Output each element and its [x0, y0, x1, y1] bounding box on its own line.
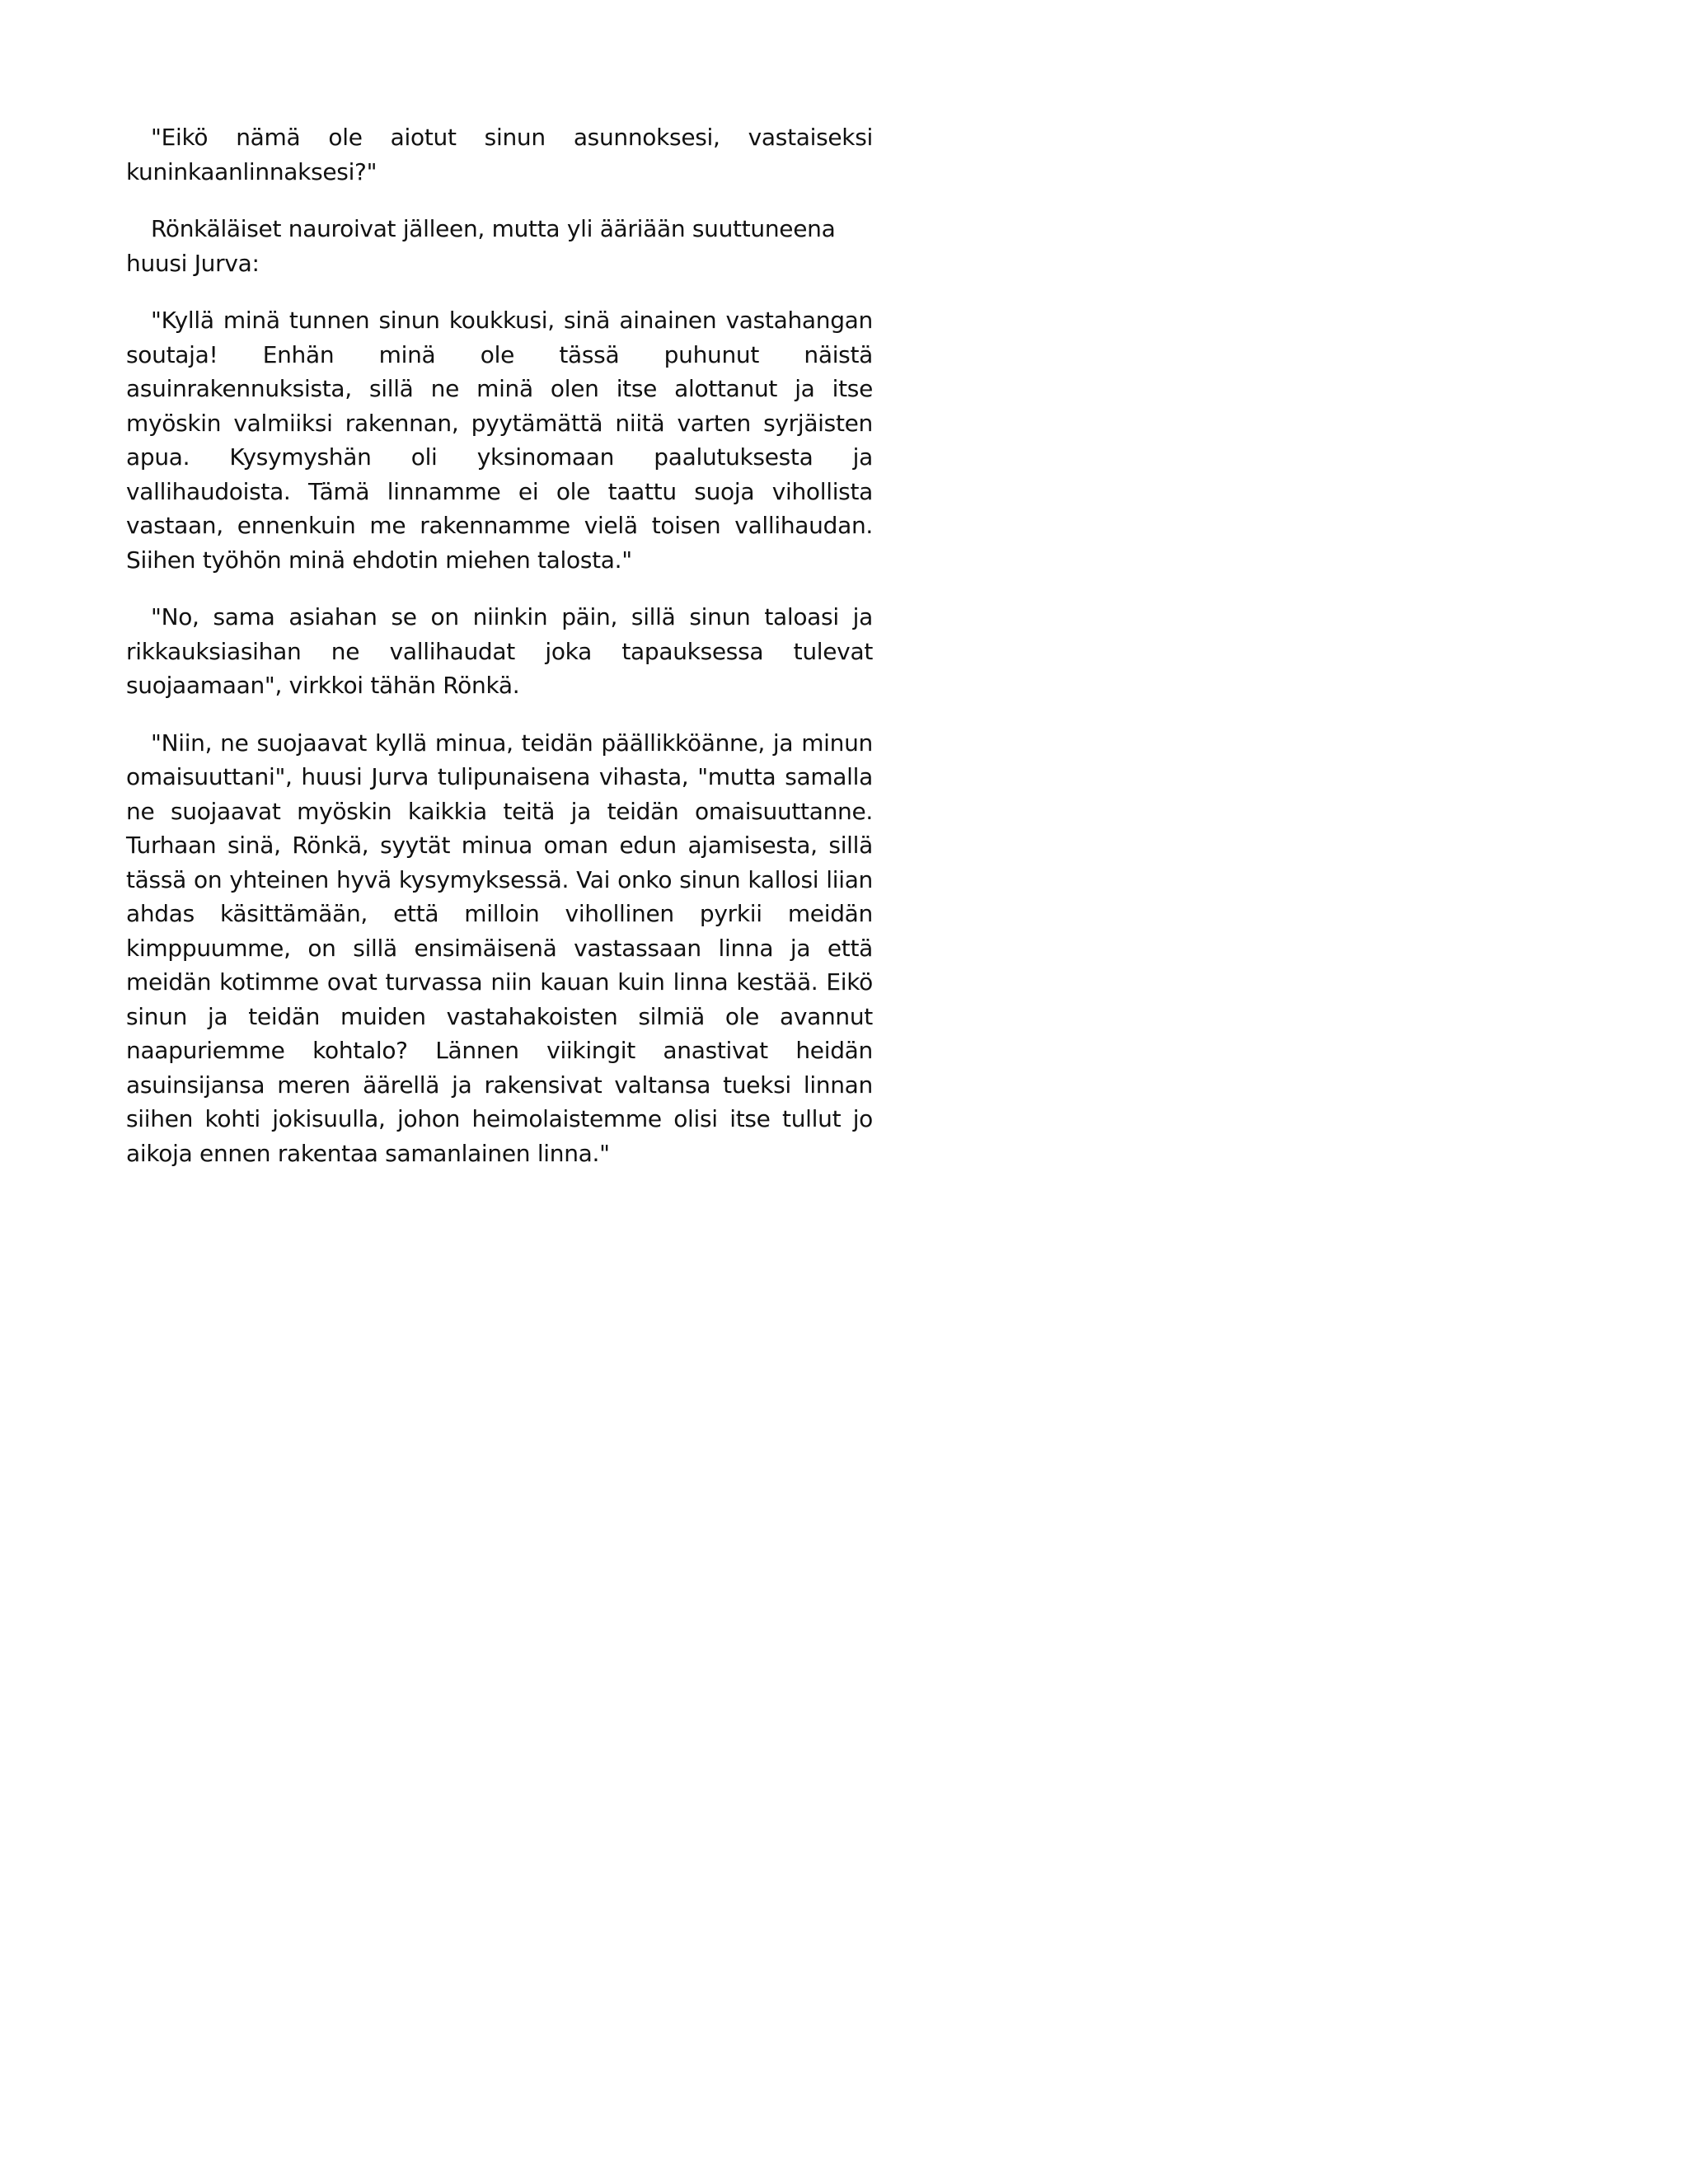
paragraph-1: "Eikö nämä ole aiotut sinun asunnoksesi, vastaiseksi kuninkaanlinnaksesi?"	[126, 124, 873, 185]
paragraph-3: "Kyllä minä tunnen sinun koukkusi, sinä ainainen vastahangan soutaja! Enhän minä ole tässä puhunut näistä asuinrakennuksista, sillä ne minä olen itse alottanut ja itse myöskin valmiiksi rakennan, pyytämättä niitä varten syrjäisten apua. Kysymyshän oli yksinomaan paalutuksesta ja vallihaudoista. Tämä linnamme ei ole taattu suoja vihollista vastaan, ennenkuin me rakennamme vielä toisen vallihaudan. Siihen työhön minä ehdotin miehen talosta."	[126, 307, 873, 574]
paragraph-5: "Niin, ne suojaavat kyllä minua, teidän päällikköänne, ja minun omaisuuttani", huusi Jurva tulipunaisena vihasta, "mutta samalla ne suojaavat myöskin kaikkia teitä ja teidän omaisuuttanne. Turhaan sinä, Rönkä, syytät minua oman edun ajamisesta, sillä tässä on yhteinen hyvä kysymyksessä. Vai onko sinun kallosi liian ahdas käsittämään, että milloin vihollinen pyrkii meidän kimppuumme, on sillä ensimäisenä vastassaan linna ja että meidän kotimme ovat turvassa niin kauan kuin linna kestää. Eikö sinun ja teidän muiden vastahakoisten silmiä ole avannut naapuriemme kohtalo? Lännen viikingit anastivat heidän asuinsijansa meren äärellä ja rakensivat valtansa tueksi linnan siihen kohti jokisuulla, johon heimolaistemme olisi itse tullut jo aikoja ennen rakentaa samanlainen linna."	[126, 729, 873, 1167]
paragraph-2: Rönkäläiset nauroivat jälleen, mutta yli ääriään suuttuneena huusi Jurva:	[126, 215, 836, 277]
paragraph-4: "No, sama asiahan se on niinkin päin, sillä sinun taloasi ja rikkauksiasihan ne vallihaudat joka tapauksessa tulevat suojaamaan", virkkoi tähän Rönkä.	[126, 603, 873, 699]
book-page	[126, 120, 873, 1193]
